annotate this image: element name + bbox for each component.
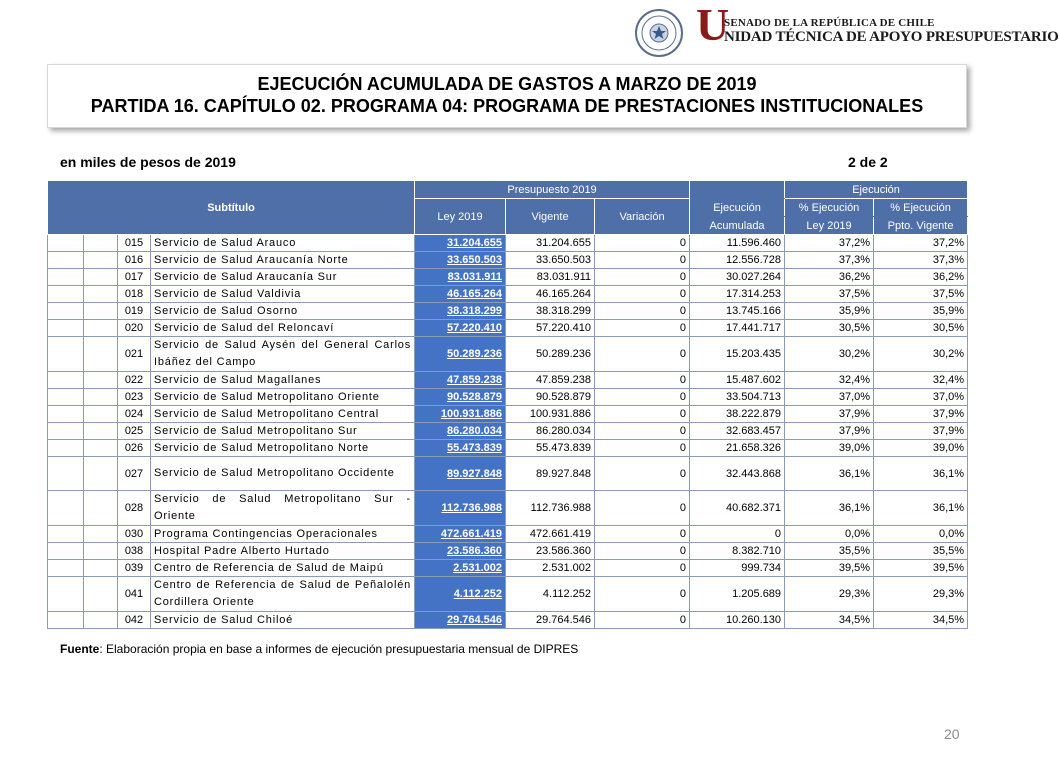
row-ejecucion: 17.314.253: [690, 286, 785, 303]
row-variacion: 0: [595, 526, 690, 543]
row-pct-ley: 36,1%: [785, 491, 874, 526]
row-pct-ley: 39,5%: [785, 560, 874, 577]
row-name: Servicio de Salud Aysén del General Carlos Ibáñez del Campo: [151, 337, 415, 372]
row-variacion: 0: [595, 612, 690, 629]
table-row: [48, 577, 968, 612]
row-ley: 46.165.264: [415, 286, 506, 303]
row-name: Servicio de Salud Magallanes: [151, 372, 415, 389]
row-vigente: 46.165.264: [506, 286, 595, 303]
row-vigente: 31.204.655: [506, 235, 595, 252]
row-vigente: 112.736.988: [506, 491, 595, 526]
row-variacion: 0: [595, 235, 690, 252]
row-code: 015: [118, 235, 151, 252]
row-pct-vigente: 35,5%: [874, 543, 968, 560]
source-note: [60, 642, 578, 656]
table-row: [48, 235, 968, 252]
header-pct-vig-1: % Ejecución: [874, 199, 968, 217]
blank-cell: [48, 491, 84, 526]
table-row: [48, 252, 968, 269]
blank-cell: [48, 303, 84, 320]
row-name: Centro de Referencia de Salud de Peñalolén Cordillera Oriente: [151, 577, 415, 612]
row-code: 019: [118, 303, 151, 320]
table-row: [48, 440, 968, 457]
units-label: en miles de pesos de 2019: [60, 154, 236, 170]
row-code: 022: [118, 372, 151, 389]
logo-senate-text: SENADO DE LA REPÚBLICA DE CHILE: [724, 17, 935, 29]
row-pct-ley: 37,2%: [785, 235, 874, 252]
row-ejecucion: 32.443.868: [690, 457, 785, 491]
row-code: 023: [118, 389, 151, 406]
row-ley: 112.736.988: [415, 491, 506, 526]
row-ejecucion: 12.556.728: [690, 252, 785, 269]
row-variacion: 0: [595, 491, 690, 526]
row-ejecucion: 30.027.264: [690, 269, 785, 286]
row-vigente: 83.031.911: [506, 269, 595, 286]
row-ejecucion: 17.441.717: [690, 320, 785, 337]
row-vigente: 23.586.360: [506, 543, 595, 560]
row-pct-ley: 0,0%: [785, 526, 874, 543]
row-pct-vigente: 32,4%: [874, 372, 968, 389]
table-row: [48, 303, 968, 320]
row-ejecucion: 15.203.435: [690, 337, 785, 372]
row-variacion: 0: [595, 320, 690, 337]
row-ley: 57.220.410: [415, 320, 506, 337]
row-pct-ley: 35,9%: [785, 303, 874, 320]
row-ley: 47.859.238: [415, 372, 506, 389]
header-variacion: Variación: [595, 199, 690, 235]
row-name: Programa Contingencias Operacionales: [151, 526, 415, 543]
blank-cell: [84, 303, 118, 320]
blank-cell: [84, 235, 118, 252]
row-code: 028: [118, 491, 151, 526]
row-pct-ley: 36,1%: [785, 457, 874, 491]
row-pct-vigente: 37,5%: [874, 286, 968, 303]
blank-cell: [48, 577, 84, 612]
row-pct-vigente: 0,0%: [874, 526, 968, 543]
table-row: [48, 457, 968, 491]
header-ejecucion-group: Ejecución: [785, 181, 968, 199]
budget-table: [47, 180, 968, 629]
blank-cell: [84, 320, 118, 337]
blank-cell: [48, 286, 84, 303]
row-pct-vigente: 30,2%: [874, 337, 968, 372]
row-variacion: 0: [595, 389, 690, 406]
table-row: [48, 560, 968, 577]
row-vigente: 47.859.238: [506, 372, 595, 389]
row-pct-vigente: 39,0%: [874, 440, 968, 457]
row-vigente: 100.931.886: [506, 406, 595, 423]
blank-cell: [48, 560, 84, 577]
title-box: [47, 64, 967, 128]
row-code: 020: [118, 320, 151, 337]
row-pct-vigente: 35,9%: [874, 303, 968, 320]
table-row: [48, 320, 968, 337]
row-vigente: 86.280.034: [506, 423, 595, 440]
row-code: 025: [118, 423, 151, 440]
header-ejec-acum-1: Ejecución: [690, 199, 785, 217]
row-vigente: 29.764.546: [506, 612, 595, 629]
table-row: [48, 286, 968, 303]
blank-cell: [84, 269, 118, 286]
row-code: 038: [118, 543, 151, 560]
row-code: 017: [118, 269, 151, 286]
row-ejecucion: 38.222.879: [690, 406, 785, 423]
title-line1: EJECUCIÓN ACUMULADA DE GASTOS A MARZO DE 2019: [257, 74, 757, 94]
blank-cell: [48, 269, 84, 286]
blank-cell: [48, 372, 84, 389]
row-name: Servicio de Salud Metropolitano Sur: [151, 423, 415, 440]
row-variacion: 0: [595, 457, 690, 491]
row-pct-vigente: 36,1%: [874, 491, 968, 526]
row-ley: 23.586.360: [415, 543, 506, 560]
blank-cell: [84, 252, 118, 269]
row-pct-ley: 37,9%: [785, 406, 874, 423]
row-code: 026: [118, 440, 151, 457]
blank-cell: [48, 235, 84, 252]
row-pct-vigente: 34,5%: [874, 612, 968, 629]
row-variacion: 0: [595, 286, 690, 303]
header-ejec-acum-2: Acumulada: [690, 217, 785, 235]
row-ley: 2.531.002: [415, 560, 506, 577]
row-pct-ley: 30,2%: [785, 337, 874, 372]
row-name: Servicio de Salud Metropolitano Oriente: [151, 389, 415, 406]
table-row: [48, 612, 968, 629]
row-ejecucion: 0: [690, 526, 785, 543]
row-ley: 4.112.252: [415, 577, 506, 612]
row-ley: 100.931.886: [415, 406, 506, 423]
row-code: 041: [118, 577, 151, 612]
row-ejecucion: 999.734: [690, 560, 785, 577]
blank-cell: [48, 389, 84, 406]
header-pct-ley-2: Ley 2019: [785, 217, 874, 235]
row-vigente: 33.650.503: [506, 252, 595, 269]
row-pct-ley: 37,5%: [785, 286, 874, 303]
row-pct-ley: 30,5%: [785, 320, 874, 337]
blank-cell: [84, 337, 118, 372]
blank-cell: [84, 440, 118, 457]
row-name: Servicio de Salud Osorno: [151, 303, 415, 320]
blank-cell: [48, 612, 84, 629]
row-code: 039: [118, 560, 151, 577]
row-pct-vigente: 36,2%: [874, 269, 968, 286]
row-variacion: 0: [595, 252, 690, 269]
header-ley: Ley 2019: [415, 199, 506, 235]
row-ejecucion: 13.745.166: [690, 303, 785, 320]
title-line2: PARTIDA 16. CAPÍTULO 02. PROGRAMA 04: PROGRAMA DE PRESTACIONES INSTITUCIONALES: [90, 96, 924, 116]
row-name: Servicio de Salud Araucanía Norte: [151, 252, 415, 269]
blank-cell: [84, 389, 118, 406]
row-variacion: 0: [595, 440, 690, 457]
row-name: Servicio de Salud Metropolitano Sur - Oriente: [151, 491, 415, 526]
row-pct-vigente: 30,5%: [874, 320, 968, 337]
row-ejecucion: 40.682.371: [690, 491, 785, 526]
row-code: 042: [118, 612, 151, 629]
senate-seal-icon: [628, 8, 690, 58]
row-pct-ley: 37,0%: [785, 389, 874, 406]
blank-cell: [84, 526, 118, 543]
row-code: 021: [118, 337, 151, 372]
blank-cell: [84, 457, 118, 491]
row-ejecucion: 32.683.457: [690, 423, 785, 440]
logo-letter: U: [696, 0, 730, 50]
row-pct-ley: 29,3%: [785, 577, 874, 612]
row-pct-vigente: 36,1%: [874, 457, 968, 491]
blank-cell: [84, 543, 118, 560]
row-pct-ley: 37,9%: [785, 423, 874, 440]
header-pct-ley-1: % Ejecución: [785, 199, 874, 217]
row-pct-vigente: 29,3%: [874, 577, 968, 612]
table-row: [48, 337, 968, 372]
row-vigente: 55.473.839: [506, 440, 595, 457]
row-variacion: 0: [595, 337, 690, 372]
row-pct-vigente: 37,3%: [874, 252, 968, 269]
row-code: 024: [118, 406, 151, 423]
row-pct-vigente: 37,0%: [874, 389, 968, 406]
row-ejecucion: 10.260.130: [690, 612, 785, 629]
row-ley: 89.927.848: [415, 457, 506, 491]
row-variacion: 0: [595, 406, 690, 423]
row-variacion: 0: [595, 560, 690, 577]
row-code: 018: [118, 286, 151, 303]
row-pct-ley: 32,4%: [785, 372, 874, 389]
row-vigente: 89.927.848: [506, 457, 595, 491]
row-variacion: 0: [595, 269, 690, 286]
row-vigente: 50.289.236: [506, 337, 595, 372]
blank-cell: [48, 406, 84, 423]
row-vigente: 57.220.410: [506, 320, 595, 337]
row-vigente: 38.318.299: [506, 303, 595, 320]
row-ley: 31.204.655: [415, 235, 506, 252]
blank-cell: [84, 286, 118, 303]
blank-cell: [84, 423, 118, 440]
row-pct-vigente: 37,9%: [874, 406, 968, 423]
header-presupuesto: Presupuesto 2019: [415, 181, 690, 199]
header-pct-vig-2: Ppto. Vigente: [874, 217, 968, 235]
table-row: [48, 406, 968, 423]
row-name: Servicio de Salud Metropolitano Central: [151, 406, 415, 423]
table-row: [48, 491, 968, 526]
row-pct-ley: 35,5%: [785, 543, 874, 560]
row-ley: 38.318.299: [415, 303, 506, 320]
blank-cell: [48, 252, 84, 269]
row-code: 016: [118, 252, 151, 269]
blank-cell: [48, 423, 84, 440]
row-name: Servicio de Salud del Reloncaví: [151, 320, 415, 337]
row-name: Servicio de Salud Valdivia: [151, 286, 415, 303]
row-ejecucion: 8.382.710: [690, 543, 785, 560]
table-row: [48, 389, 968, 406]
blank-cell: [84, 406, 118, 423]
row-name: Servicio de Salud Arauco: [151, 235, 415, 252]
blank-cell: [84, 560, 118, 577]
table-row: [48, 372, 968, 389]
row-ley: 55.473.839: [415, 440, 506, 457]
row-ley: 90.528.879: [415, 389, 506, 406]
row-vigente: 2.531.002: [506, 560, 595, 577]
row-ejecucion: 1.205.689: [690, 577, 785, 612]
row-ley: 50.289.236: [415, 337, 506, 372]
row-name: Servicio de Salud Chiloé: [151, 612, 415, 629]
row-ejecucion: 11.596.460: [690, 235, 785, 252]
table-row: [48, 269, 968, 286]
table-body: [48, 235, 968, 629]
row-vigente: 472.661.419: [506, 526, 595, 543]
table-row: [48, 543, 968, 560]
blank-cell: [84, 372, 118, 389]
row-name: Servicio de Salud Araucanía Sur: [151, 269, 415, 286]
row-variacion: 0: [595, 423, 690, 440]
row-ejecucion: 33.504.713: [690, 389, 785, 406]
page-number: 20: [944, 726, 960, 742]
blank-cell: [48, 337, 84, 372]
blank-cell: [48, 440, 84, 457]
blank-cell: [84, 612, 118, 629]
source-label: Fuente: [60, 642, 100, 656]
logo-unit-text: NIDAD TÉCNICA DE APOYO PRESUPUESTARIO: [724, 29, 1059, 45]
row-ley: 86.280.034: [415, 423, 506, 440]
source-text: : Elaboración propia en base a informes de ejecución presupuestaria mensual de DIPRES: [99, 642, 579, 656]
row-pct-vigente: 37,2%: [874, 235, 968, 252]
page-of-label: 2 de 2: [848, 154, 888, 170]
row-ley: 33.650.503: [415, 252, 506, 269]
row-code: 027: [118, 457, 151, 491]
row-code: 030: [118, 526, 151, 543]
row-name: Centro de Referencia de Salud de Maipú: [151, 560, 415, 577]
row-variacion: 0: [595, 577, 690, 612]
row-variacion: 0: [595, 303, 690, 320]
row-vigente: 90.528.879: [506, 389, 595, 406]
row-name: Hospital Padre Alberto Hurtado: [151, 543, 415, 560]
row-ley: 472.661.419: [415, 526, 506, 543]
row-pct-ley: 39,0%: [785, 440, 874, 457]
row-ley: 29.764.546: [415, 612, 506, 629]
table-row: [48, 526, 968, 543]
header-logo: [628, 0, 1059, 58]
row-ejecucion: 15.487.602: [690, 372, 785, 389]
row-ejecucion: 21.658.326: [690, 440, 785, 457]
row-pct-ley: 36,2%: [785, 269, 874, 286]
row-pct-vigente: 39,5%: [874, 560, 968, 577]
row-pct-vigente: 37,9%: [874, 423, 968, 440]
header-subtitulo: Subtítulo: [48, 181, 415, 235]
blank-cell: [84, 491, 118, 526]
row-ley: 83.031.911: [415, 269, 506, 286]
row-pct-ley: 37,3%: [785, 252, 874, 269]
blank-cell: [48, 526, 84, 543]
row-pct-ley: 34,5%: [785, 612, 874, 629]
blank-cell: [48, 457, 84, 491]
row-variacion: 0: [595, 372, 690, 389]
table-row: [48, 423, 968, 440]
row-name: Servicio de Salud Metropolitano Norte: [151, 440, 415, 457]
header-vigente: Vigente: [506, 199, 595, 235]
blank-cell: [48, 320, 84, 337]
row-name: Servicio de Salud Metropolitano Occidente: [151, 457, 415, 491]
blank-cell: [48, 543, 84, 560]
blank-cell: [84, 577, 118, 612]
row-variacion: 0: [595, 543, 690, 560]
row-vigente: 4.112.252: [506, 577, 595, 612]
